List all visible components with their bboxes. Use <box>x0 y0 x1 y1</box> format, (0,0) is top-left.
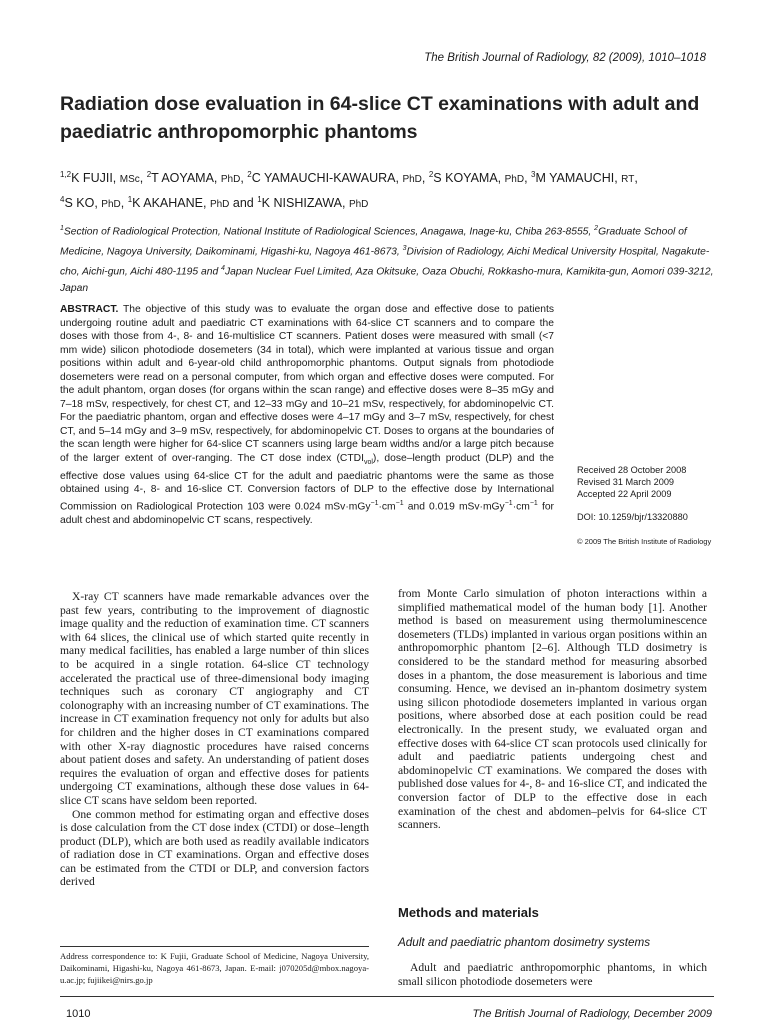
subsection-heading: Adult and paediatric phantom dosimetry systems <box>398 936 651 949</box>
paragraph: One common method for estimating organ and effective doses is dose calculation from the CT dose index (CTDI) or dose–length product (DLP), which are both used as readily available indicators of radiation dose in CT examinations. Organ and effective doses can be estimated from the CTDI or DLP, and conversion factors derived <box>60 807 369 889</box>
body-column-right-continued <box>398 961 707 988</box>
footnote-divider <box>60 946 369 947</box>
abstract-label: ABSTRACT. <box>60 304 119 315</box>
copyright: © 2009 The British Institute of Radiology <box>577 537 712 546</box>
affiliations: $^1$Section of Radiological Protection, National Institute of Radiological Sciences, Anagawa, Inage-ku, Chiba 263-8555, $^2$Graduate School of Medicine, Nagoya University, Daikominami, Higashi-ku, Nagoya 461-8673, $^3$Division of Radiology, Aichi Medical University Hospital, Nagakute-cho, Aichi-gun, Aichi 480-1195 and $^4$Japan Nuclear Fuel Limited, Aza Okitsuke, Oaza Obuchi, Rokkasho-mura, Kamikita-gun, Aomori 039-3212, Japan <box>60 225 714 294</box>
article-title: Radiation dose evaluation in 64-slice CT examinations with adult and paediatric anthropomorphic phantoms <box>60 93 700 143</box>
author-list: $^{1,2}$K FUJII, MSc, $^2$T AOYAMA, PhD, $^2$C YAMAUCHI-KAWAURA, PhD, $^2$S KOYAMA, PhD, $^3$M YAMAUCHI, RT, $^4$S KO, PhD, $^1$K AKAHANE, PhD and $^1$K NISHIZAWA, PhD <box>60 170 638 211</box>
journal-footer: The British Journal of Radiology, December 2009 <box>472 1008 712 1020</box>
abstract: ABSTRACT. The objective of this study was to evaluate the organ dose and effective dose to patients undergoing routine adult and paediatric CT examinations with 64-slice CT scanners and to compare the doses with those from 4-, 8- and 16-multislice CT scanners. Patient doses were measured with small (<7 mm wide) silicon photodiode dosemeters (34 in total), which were implanted at various tissue and organ positions within adult and 6-year-old child anthropomorphic phantoms. Output signals from photodiode dosemeters were read on a personal computer, from which organ and effective doses were computed. For the adult phantom, organ doses (for organs within the scan range) and effective doses were 8–35 mGy and 7–18 mSv, respectively, for chest CT, and 12–33 mGy and 10–21 mSv, respectively, for abdominopelvic CT. For the paediatric phantom, organ and effective doses were 4–17 mGy and 3–7 mSv, respectively, for chest CT, and 5–14 mGy and 3–9 mSv, respectively, for abdominopelvic CT. Doses to organs at the boundaries of the scan length were higher for 64-slice CT scanners using large beam widths and/or a large pitch because of the larger extent of over-ranging. The CT dose index $(CTDI_{vol})$, dose–length product (DLP) and the effective dose values using 64-slice CT for the adult and paediatric phantoms were the same as those obtained using 4-, 8- and 16-slice CT. Conversion factors of DLP to the effective dose by International Commission on Radiological Protection 103 were 0.024 $mSv\cdot mGy^{-1}\cdot cm^{-1}$ and 0.019 $mSv\cdot mGy^{-1}\cdot cm^{-1}$ for adult chest and abdominopelvic CT scans, respectively. <box>60 304 554 526</box>
section-heading: Methods and materials <box>398 905 539 920</box>
paragraph: Adult and paediatric anthropomorphic phantoms, in which small silicon photodiode dosemeters were <box>398 961 707 988</box>
correspondence-footnote: Address correspondence to: K Fujii, Graduate School of Medicine, Nagoya University, Daikominami, Higashi-ku, Nagoya 461-8673, Japan. E-mail: j070205d@mbox.nagoya-u.ac.jp; fujiikei@nirs.go.jp <box>60 951 369 985</box>
article-history: Received 28 October 2008 Revised 31 March 2009 Accepted 22 April 2009 <box>577 465 687 499</box>
paragraph: from Monte Carlo simulation of photon interactions within a simplified mathematical model of the human body [1]. Another method is based on measurement using thermoluminescence dosemeters (TLDs) implanted in various organ positions within an anthropomorphic phantom [2–6]. Although TLD dosimetry is considered to be the standard method for measuring absorbed doses in a phantom, the dose measurement is laborious and time consuming. Hence, we devised an in-phantom dosimetry system using silicon photodiode dosemeters implanted in various organ positions, where absorbed dose at each position could be read electronically. In the present study, we evaluated organ and effective doses with 64-slice CT scan protocols used clinically for adult and paediatric patients undergoing chest and abdominopelvic CT examinations. We compared the doses with published dose values for 4-, 8- and 16-slice CT, and indicated the conversion factor of DLP to the effective dose in each examination of the chest and abdomen–pelvis for 64-slice CT scanners. <box>398 587 707 832</box>
journal-citation: The British Journal of Radiology, 82 (2009), 1010–1018 <box>424 52 706 64</box>
doi[interactable]: DOI: 10.1259/bjr/13320880 <box>577 512 688 522</box>
footer-divider <box>60 996 714 997</box>
page-number: 1010 <box>66 1008 91 1020</box>
paragraph: X-ray CT scanners have made remarkable advances over the past few years, contributing to the improvement of diagnostic image quality and the reduction of examination time. CT scanners with 64 slices, the clinical use of which started quite recently in many medical facilities, has enabled a large number of thin slices to be acquired in a single rotation. 64-slice CT technology accelerated the practical use of three-dimensional body imaging techniques such as coronary CT angiography and CT colonography with an increasing number of CT examinations. The increase in CT examination frequency not only for adults but also for children and the higher doses in CT examinations compared with other X-ray diagnostic procedures have raised concerns about patient doses and safety. An understanding of patient doses requires the evaluation of organ and effective doses for patients undergoing CT examinations, although these dose values in 64-slice CT scans have seldom been reported. <box>60 590 369 807</box>
body-column-right <box>398 587 707 832</box>
body-column-left <box>60 590 369 889</box>
